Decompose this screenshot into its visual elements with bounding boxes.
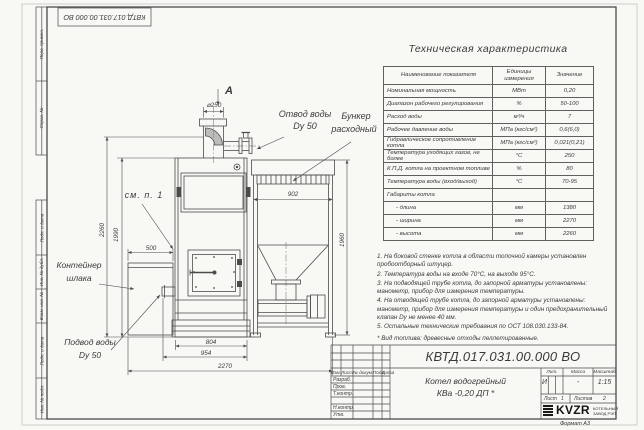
note-4: 4. На отводящей трубе котла, до запорной арматуры установлены: манометр, прибор для измерения температуры и один предохранительный клапан Dу не менее 40 мм. <box>377 297 608 322</box>
note-3: 3. На подводящей трубе котла, до запорной арматуры установлены: манометр, прибор для измерения температуры. <box>377 279 588 296</box>
spec-row-gas-temp: Температура уходящих газов, не более °С 250 <box>384 149 594 162</box>
water-outlet-label-1: Отвод воды <box>278 109 332 119</box>
top-stamp-number: КВТД.017.031.00.000 ВО <box>63 13 146 22</box>
mass-value: - <box>576 379 580 386</box>
hopper-label-2: расходный <box>331 124 377 134</box>
lit-value: И <box>541 379 547 386</box>
spec-row-pressure: Рабочее давление воды МПа (кгс/см²) 0,6(6,0) <box>384 123 594 136</box>
dim-1960: 1960 <box>339 233 346 248</box>
format-label: Формат А3 <box>559 420 591 427</box>
sheet-value: 1 <box>561 396 564 402</box>
spec-header-name: Наименование показателя <box>384 67 493 85</box>
hopper-label-1: Бункер <box>341 111 371 121</box>
dim-2270: 2270 <box>217 363 232 370</box>
doc-number: КВТД.017.031.00.000 ВО <box>425 349 581 364</box>
view-a-label: А <box>225 85 233 97</box>
row-nkontr: Н.контр. <box>333 405 355 411</box>
spec-header-row <box>384 67 594 85</box>
scale-value: 1:15 <box>597 379 612 386</box>
fuel-note: * Вид топлива: древесные отходы пеллетированные. <box>377 335 539 342</box>
slag-container-label-1: Контейнер <box>56 260 102 270</box>
sidebar-sprav-no: Справ. № <box>39 107 44 129</box>
product-name-line2: КВа -0,20 ДП * <box>436 388 495 398</box>
mass-header: Масса <box>570 369 586 375</box>
dim-954: 954 <box>200 349 212 357</box>
row-prov: Пров. <box>333 384 347 390</box>
col-izm: Изм. <box>331 369 341 375</box>
sidebar-inv-dubl: Инв. № дубл. <box>39 257 44 287</box>
spec-row-height: - высота мм 2260 <box>384 227 594 240</box>
note-5: 5. Остальные технические требования по ОСТ 108.030.133-84. <box>377 323 569 331</box>
note-2: 2. Температура воды на входе 70°С, на выходе 95°С. <box>377 270 536 278</box>
spec-row-power: Номинальная мощность МВт 0,20 <box>384 85 594 98</box>
boiler-body <box>172 158 250 337</box>
spec-header-value: Значение <box>546 67 594 85</box>
sidebar-vzam-inv: Взам. инв. № <box>39 291 44 321</box>
kvzr-logo-subtitle <box>593 406 618 416</box>
sidebar-inv-podl: Инв. № подл. <box>39 384 44 413</box>
spec-row-water-flow: Расход воды м³/ч 7 <box>384 110 594 123</box>
lit-header: Лит. <box>546 369 558 375</box>
sheet-label: Лист <box>544 396 557 402</box>
spec-row-dimensions: Габариты котла <box>384 189 594 202</box>
sheets-label: Листов <box>574 396 593 402</box>
spec-row-efficiency: К.П.Д. котла на проектном топливе % 80 <box>384 163 594 176</box>
spec-table-title: Техническая характеристика <box>408 43 568 55</box>
hopper <box>251 160 336 337</box>
door-handle <box>190 270 213 276</box>
spec-header-units: Единицы измерения <box>493 67 546 85</box>
col-list: Лист <box>341 369 353 375</box>
dim-2260: 2260 <box>99 223 106 238</box>
dim-1990: 1990 <box>113 228 120 243</box>
technical-notes <box>377 253 614 333</box>
slag-container-label-2: шлака <box>66 273 92 283</box>
row-utv: Утв. <box>333 412 345 418</box>
dim-500: 500 <box>145 245 157 252</box>
col-data: Дата <box>382 369 395 375</box>
chimney <box>200 119 253 158</box>
spec-row-width: - ширина мм 2270 <box>384 214 594 227</box>
dim-804: 804 <box>205 338 217 346</box>
product-name-line1: Котел водогрейный <box>425 376 506 386</box>
col-dokum: № докум. <box>353 369 374 375</box>
kvzr-logo-line2: ЗАВОД РЭП <box>593 411 616 417</box>
col-podp: Подп. <box>373 369 386 375</box>
spec-row-hydraulic: Гидравлическое сопротивление котла МПа (кгс/см²) 0,021(0,21) <box>384 136 594 149</box>
water-inlet-label-2: Dу 50 <box>78 350 102 360</box>
row-razrab: Разраб. <box>333 377 352 383</box>
row-tkontr: Т.контр. <box>333 391 354 397</box>
kvzr-logo-icon <box>543 405 553 417</box>
spec-row-length: - длина мм 1380 <box>384 201 594 214</box>
see-note-label: см. п. 1 <box>124 190 164 200</box>
water-inlet-label-1: Подвод воды <box>64 337 116 347</box>
sidebar-perv-primen: Перв. примен. <box>39 28 44 60</box>
spec-row-regulation: Диапазон рабочего регулирования % 50-100 <box>384 97 594 110</box>
water-outlet-label-2: Dу 50 <box>293 121 317 131</box>
sidebar-podp-data-2: Подп. и дата <box>39 336 44 365</box>
sheets-value: 2 <box>603 396 606 402</box>
chimney-diameter-dim: ⌀250 <box>206 102 222 109</box>
scale-header: Масштаб <box>593 369 616 375</box>
kvzr-logo-text: KVZR <box>556 403 590 417</box>
spec-row-water-temp: Температура воды (вход/выход) °С 70-95 <box>384 176 594 189</box>
slag-container <box>128 263 175 335</box>
kvzr-logo-line1: КОТЕЛЬНЫЙ <box>593 406 619 411</box>
sidebar-podp-data-1: Подп. и дата <box>39 213 44 242</box>
dim-902: 902 <box>287 191 299 198</box>
note-1: 1. На боковой стенке котла в области топочной камеры установлен пробоотборный штуцер. <box>377 253 587 269</box>
spec-table <box>383 66 594 241</box>
